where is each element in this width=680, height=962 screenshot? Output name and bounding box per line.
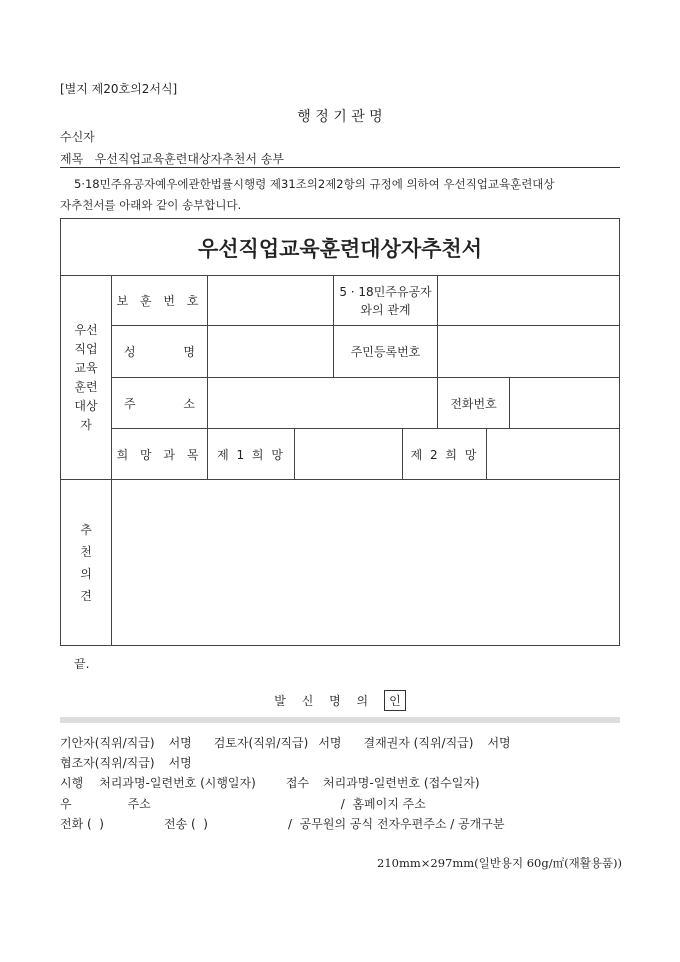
- relation-field[interactable]: [437, 275, 619, 325]
- relation-label: 5 · 18민주유공자 와의 관계: [333, 275, 437, 325]
- table-title: 우선직업교육훈련대상자추천서: [197, 236, 482, 261]
- resident-no-label: 주민등록번호: [333, 325, 437, 377]
- footer-line-1: [60, 734, 640, 751]
- gray-divider: [60, 717, 620, 723]
- veteran-no-label: 보 훈 번 호: [111, 275, 207, 325]
- address-label: 주 소: [111, 377, 207, 428]
- opinion-label: 추 천 의 견: [60, 479, 112, 645]
- resident-no-field[interactable]: [437, 325, 619, 377]
- approver-sign: 서명: [487, 736, 511, 750]
- postal-label: 우: [60, 797, 72, 811]
- choice2-field[interactable]: [486, 428, 619, 479]
- cooperator-sign: 서명: [168, 756, 192, 770]
- enforcement-value: 처리과명-일련번호 (시행일자): [99, 776, 256, 790]
- drafter-sign: 서명: [168, 736, 192, 750]
- veteran-no-field[interactable]: [207, 275, 333, 325]
- sender-name: 발 신 명 의: [274, 694, 375, 708]
- end-mark: 끝.: [74, 657, 90, 671]
- footer-line-4: [60, 795, 640, 812]
- agency-name: 행 정 기 관 명: [297, 109, 383, 125]
- seal-box: 인: [384, 690, 406, 711]
- divider: [60, 167, 620, 168]
- sender-line: [0, 690, 680, 711]
- email-disclosure-text: / 공무원의 공식 전자우편주소 / 공개구분: [288, 817, 505, 831]
- address-field[interactable]: [207, 377, 437, 428]
- phone-field[interactable]: [509, 377, 619, 428]
- name-field[interactable]: [207, 325, 333, 377]
- address-text: 주소: [127, 797, 151, 811]
- body-line-2: 자추천서를 아래와 같이 송부합니다.: [60, 198, 242, 212]
- phone-text: 전화 ( ): [60, 817, 104, 831]
- receipt-value: 처리과명-일련번호 (접수일자): [323, 776, 480, 790]
- opinion-field[interactable]: [111, 479, 619, 645]
- enforcement-label: 시행: [60, 776, 84, 790]
- recommendation-table: [60, 218, 620, 646]
- footer-line-3: [60, 774, 640, 791]
- choice1-label: 제 1 희 망: [207, 428, 294, 479]
- cooperator-label: 협조자(직위/직급): [60, 756, 155, 770]
- reviewer-label: 검토자(직위/직급): [213, 736, 309, 750]
- paper-spec: 210mm×297mm(일반용지 60g/㎡(재활용품)): [377, 856, 622, 870]
- choice1-field[interactable]: [294, 428, 402, 479]
- approver-label: 결재권자 (직위/직급): [363, 736, 474, 750]
- homepage-text: / 홈페이지 주소: [340, 797, 426, 811]
- subject: 제목 우선직업교육훈련대상자추천서 송부: [60, 152, 284, 166]
- reviewer-sign: 서명: [318, 736, 342, 750]
- section-label: 우선 직업 교육 훈련 대상 자: [60, 275, 112, 479]
- footer-line-2: [60, 754, 640, 771]
- name-label: 성 명: [111, 325, 207, 377]
- drafter-label: 기안자(직위/직급): [60, 736, 155, 750]
- choice2-label: 제 2 희 망: [402, 428, 486, 479]
- receipt-label: 접수: [285, 776, 309, 790]
- course-label: 희 망 과 목: [111, 428, 207, 479]
- fax-text: 전송 ( ): [164, 817, 208, 831]
- form-reference: [별지 제20호의2서식]: [60, 82, 178, 96]
- body-line-1: 5·18민주유공자예우에관한법률시행령 제31조의2제2항의 규정에 의하여 우선직업교육훈련대상: [74, 177, 555, 191]
- recipient-label: 수신자: [60, 130, 95, 144]
- phone-label: 전화번호: [437, 377, 509, 428]
- footer-line-5: [60, 815, 640, 832]
